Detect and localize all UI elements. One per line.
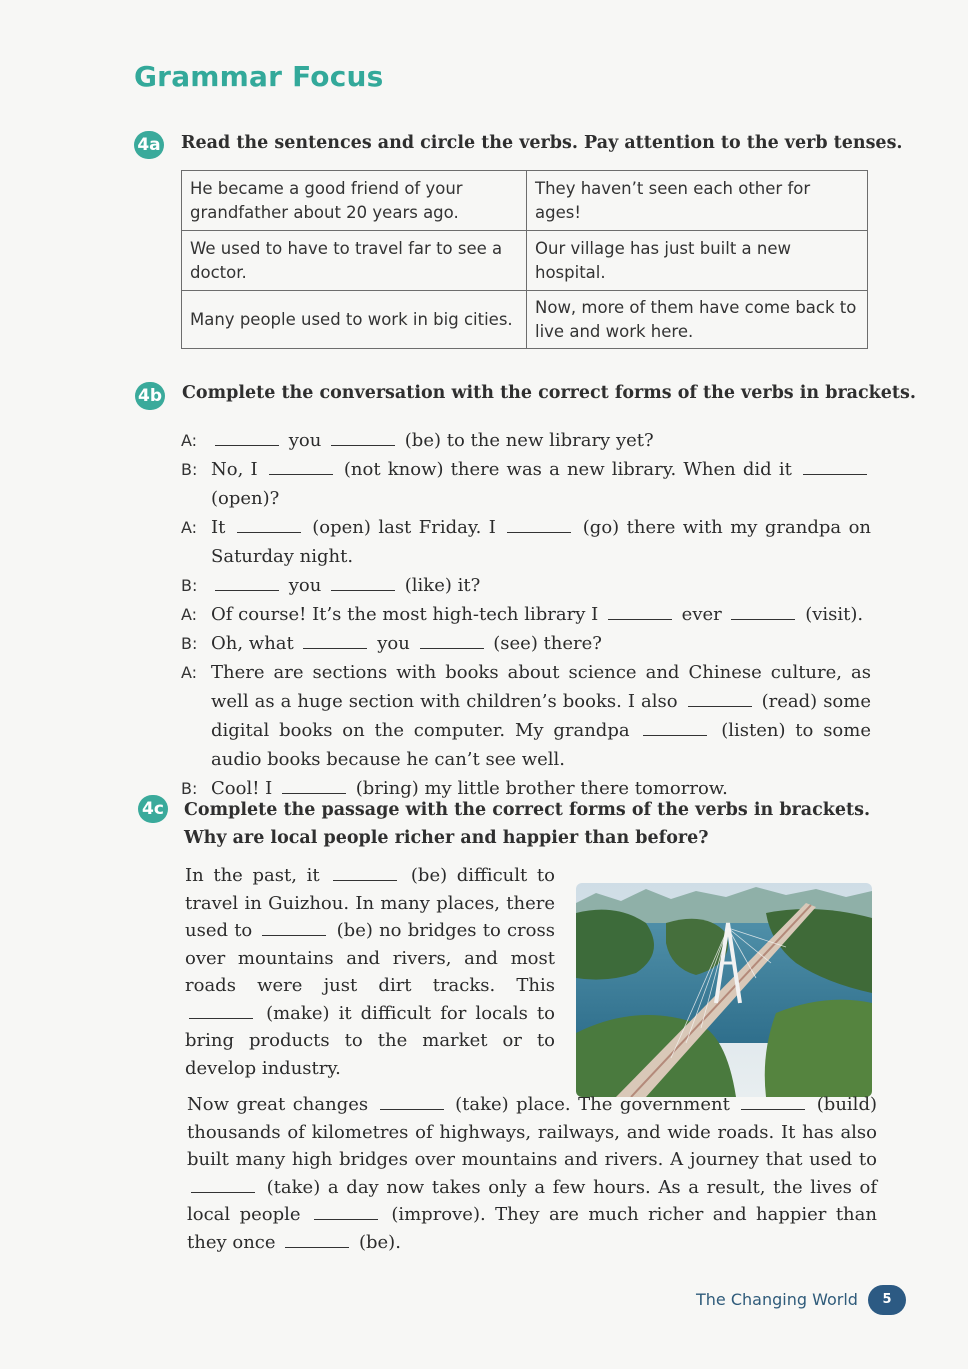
sentence-table — [181, 170, 868, 349]
dialog-text: you (be) to the new library yet? — [211, 426, 871, 455]
dialog-line — [181, 600, 871, 629]
dialog-line — [181, 513, 871, 571]
answer-blank[interactable] — [731, 603, 795, 620]
table-cell[interactable]: Now, more of them have come back to live and work here. — [527, 291, 868, 349]
dialog-text: There are sections with books about science and Chinese culture, as well as a huge section with children’s books. I also (read) some digital books on the computer. My grandpa (listen) to some audio books because he can’t see well. — [211, 662, 871, 770]
answer-blank[interactable] — [331, 429, 395, 446]
passage-paragraph-2: Now great changes (take) place. The government (build) thousands of kilometres of highways, railways, and wide roads. It has also built many high bridges over mountains and rivers. A journey that used to (take) a day now takes only a few hours. As a result, the lives of local people (improve). They are much richer and happier than they once (be). — [187, 1094, 877, 1253]
dialog-line — [181, 426, 871, 455]
section-badge-4a: 4a — [134, 131, 164, 159]
table-row — [182, 171, 868, 231]
page-number: 5 — [868, 1285, 906, 1315]
answer-blank[interactable] — [331, 574, 395, 591]
table-cell[interactable]: He became a good friend of your grandfather about 20 years ago. — [182, 171, 527, 231]
answer-blank[interactable] — [688, 690, 752, 707]
dialog-line — [181, 571, 871, 600]
dialog-text: you (like) it? — [211, 571, 871, 600]
answer-blank[interactable] — [420, 632, 484, 649]
answer-blank[interactable] — [262, 919, 326, 936]
bridge-landscape-photo — [576, 883, 872, 1097]
table-cell[interactable]: They haven’t seen each other for ages! — [527, 171, 868, 231]
table-row — [182, 231, 868, 291]
passage-paragraph-1: In the past, it (be) difficult to travel in Guizhou. In many places, there used to (be) no bridges to cross over mountains and rivers, and most roads were just dirt tracks. This (make) it difficult for locals to bring products to the market or to develop industry. — [185, 865, 555, 1079]
answer-blank[interactable] — [237, 516, 301, 533]
speaker-label: B: — [181, 576, 198, 595]
speaker-label: B: — [181, 779, 198, 798]
table-cell[interactable]: We used to have to travel far to see a doctor. — [182, 231, 527, 291]
speaker-label: A: — [181, 605, 198, 624]
dialog-text: It (open) last Friday. I (go) there with my grandpa on Saturday night. — [211, 517, 871, 567]
dialog-text: No, I (not know) there was a new library. When did it (open)? — [211, 455, 871, 513]
answer-blank[interactable] — [215, 574, 279, 591]
page-title: Grammar Focus — [134, 60, 384, 93]
answer-blank[interactable] — [285, 1231, 349, 1248]
instruction-4a: Read the sentences and circle the verbs. Pay attention to the verb tenses. — [181, 133, 903, 153]
conversation — [181, 426, 871, 803]
footer-unit-title: The Changing World — [696, 1290, 858, 1309]
answer-blank[interactable] — [608, 603, 672, 620]
speaker-label: B: — [181, 634, 198, 653]
section-badge-4c: 4c — [138, 795, 168, 823]
answer-blank[interactable] — [191, 1176, 255, 1193]
answer-blank[interactable] — [507, 516, 571, 533]
dialog-line — [181, 658, 871, 774]
speaker-label: A: — [181, 431, 198, 450]
answer-blank[interactable] — [333, 864, 397, 881]
table-cell[interactable]: Our village has just built a new hospital. — [527, 231, 868, 291]
dialog-line — [181, 455, 871, 513]
table-row — [182, 291, 868, 349]
dialog-text: Of course! It’s the most high-tech library I ever (visit). — [211, 604, 864, 625]
dialog-text: Cool! I (bring) my little brother there tomorrow. — [211, 778, 728, 799]
answer-blank[interactable] — [282, 777, 346, 794]
dialog-line — [181, 629, 871, 658]
answer-blank[interactable] — [269, 458, 333, 475]
instruction-4c: Complete the passage with the correct forms of the verbs in brackets. Why are local people richer and happier than before? — [184, 800, 871, 848]
answer-blank[interactable] — [189, 1002, 253, 1019]
dialog-text: Oh, what you (see) there? — [211, 633, 602, 654]
speaker-label: A: — [181, 663, 198, 682]
answer-blank[interactable] — [215, 429, 279, 446]
table-cell[interactable]: Many people used to work in big cities. — [182, 291, 527, 349]
answer-blank[interactable] — [380, 1093, 444, 1110]
answer-blank[interactable] — [314, 1203, 378, 1220]
speaker-label: B: — [181, 460, 198, 479]
answer-blank[interactable] — [741, 1093, 805, 1110]
speaker-label: A: — [181, 518, 198, 537]
section-badge-4b: 4b — [135, 382, 165, 410]
answer-blank[interactable] — [643, 719, 707, 736]
answer-blank[interactable] — [803, 458, 867, 475]
instruction-4b: Complete the conversation with the correct forms of the verbs in brackets. — [182, 383, 916, 403]
answer-blank[interactable] — [303, 632, 367, 649]
